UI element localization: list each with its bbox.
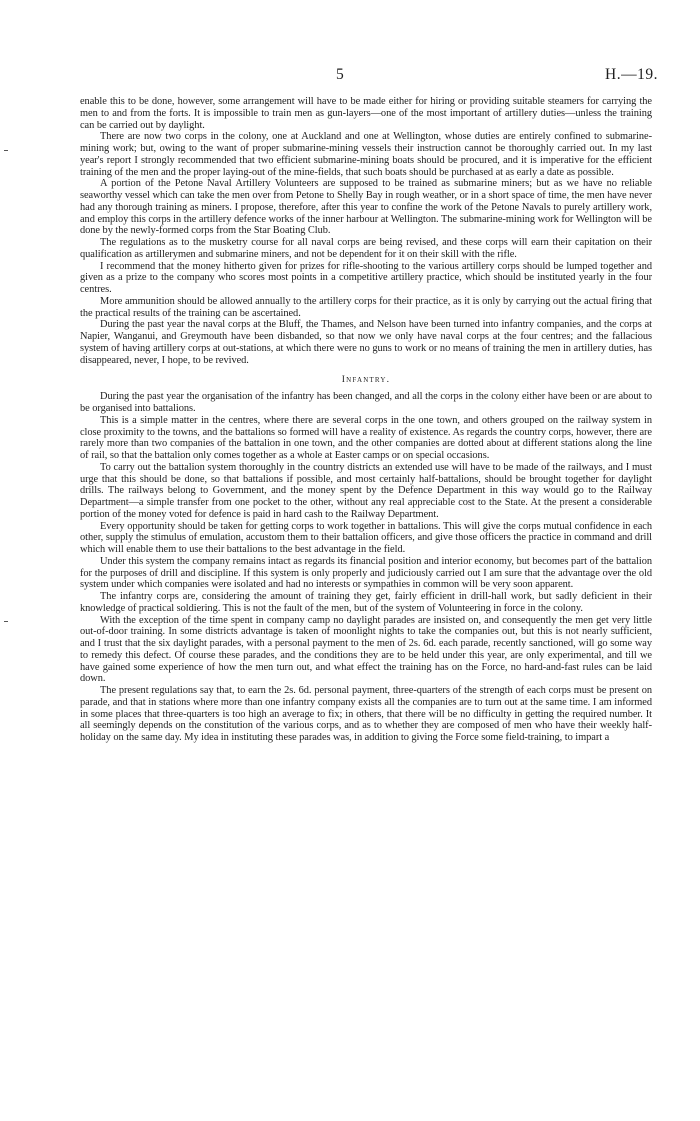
paragraph: During the past year the naval corps at the Bluff, the Thames, and Nelson have been turned into infantry companies, and the corps at Napier, Wanganui, and Greymouth have been disbanded, so that now we only have naval corps at the four centres; and the fallacious system of having artillery corps at out-stations, at which there were no guns to work or no means of training the men in artillery duties, has disappeared, never, I hope, to be revived. (80, 319, 652, 366)
paragraph: The present regulations say that, to earn the 2s. 6d. personal payment, three-quarters of the strength of each corps must be present on parade, and that in stations where more than one infantry company exists all the companies are to turn out at the same time. I am informed in some places that three-quarters is too high an average to fix; in others, that there will be no difficulty in getting the required number. It all seemingly depends on the constitution of the various corps, and as to whether they are composed of men who have their weekly half-holiday on the same day. My idea in instituting these parades was, in addition to giving the Force some field-training, to impart a (80, 685, 652, 743)
document-reference: H.—19. (605, 66, 658, 83)
paragraph: Under this system the company remains intact as regards its financial position and interior economy, but becomes part of the battalion for the purposes of drill and discipline. If this system is only properly and judiciously carried out I am sure that the advantage over the old system under which companies were isolated and had no interests or sympathies in common will be very soon apparent. (80, 555, 652, 591)
document-body (80, 96, 652, 744)
paragraph: The infantry corps are, considering the amount of training they get, fairly efficient in drill-hall work, but sadly deficient in their knowledge of practical soldiering. This is not the fault of the men, but of the system of Volunteering in force in the colony. (80, 591, 652, 614)
paragraph: More ammunition should be allowed annually to the artillery corps for their practice, as it is only by carrying out the actual firing that the practical results of the training can be ascertained. (80, 295, 652, 319)
section-heading-infantry: Infantry. (341, 374, 391, 386)
margin-mark (4, 150, 8, 151)
paragraph: During the past year the organisation of the infantry has been changed, and all the corps in the colony either have been or are about to be organised into battalions. (80, 391, 652, 414)
page-header (0, 66, 700, 86)
paragraph: There are now two corps in the colony, one at Auckland and one at Wellington, whose duties are entirely confined to submarine-mining work; but, owing to the want of proper submarine-mining vessels their instruction cannot be thoroughly carried out. In my last year's report I strongly recommended that two efficient submarine-mining boats should be procured, and it is imperative for the efficient training of the men and the proper laying-out of the mine-fields, that such boats should be purchased at as early a date as possible. (80, 131, 652, 178)
paragraph: I recommend that the money hitherto given for prizes for rifle-shooting to the various artillery corps should be lumped together and given as a prize to the company who scores most points in a competitive artillery practice, which should be instituted yearly in the four centres. (80, 260, 652, 295)
paragraph: The regulations as to the musketry course for all naval corps are being revised, and these corps will earn their capitation on their qualification as artillerymen and submarine miners, and not be dependent for it on their skill with the rifle. (80, 237, 652, 260)
page-number: 5 (336, 66, 344, 83)
paragraph: This is a simple matter in the centres, where there are several corps in the one town, and others grouped on the railway system in close proximity to the towns, and the battalions so formed will have a reality of existence. As regards the country corps, however, there are rarely more than two companies of the battalion in one town, and the other companies are dotted about at different stations along the line of rail, so that the battalion only comes together as a whole at Easter camps or on special occasions. (80, 414, 652, 461)
paragraph: enable this to be done, however, some arrangement will have to be made either for hiring or providing suitable steamers for carrying the men to and from the forts. It is impossible to train men as gun-layers—one of the most important of artillery duties—unless the training can be carried out by daylight. (80, 96, 652, 131)
margin-mark (4, 621, 8, 622)
paragraph: Every opportunity should be taken for getting corps to work together in battalions. This will give the corps mutual confidence in each other, supply the stimulus of emulation, accustom them to their battalion officers, and give those officers the practice in command and drill which will enable them to use their battalions to the best advantage in the field. (80, 520, 652, 555)
paragraph: With the exception of the time spent in company camp no daylight parades are insisted on, and consequently the men get very little out-of-door training. In some districts advantage is taken of moonlight nights to take the companies out, but this is not nearly sufficient, and I trust that the six daylight parades, with a personal payment to the men of 2s. 6d. each parade, recently sanctioned, will go some way to remedy this defect. Of course these parades, and the conditions they are to be held under this year, are only experimental, and till we have gained some experience of how the men turn out, and what effect the training has on the Force, no hard-and-fast rules can be laid down. (80, 614, 652, 685)
paragraph: A portion of the Petone Naval Artillery Volunteers are supposed to be trained as submarine miners; but as we have no reliable seaworthy vessel which can take the men over from Petone to Shelly Bay in rough weather, or in a short space of time, the men have never had any thorough training as miners. I propose, therefore, after this year to confine the work of the Petone Navals to purely artillery work, and employ this corps in the artillery defence works of the inner harbour at Wellington. The submarine-mining work for Wellington will be done by the newly-formed corps from the Star Boating Club. (80, 178, 652, 237)
paragraph: To carry out the battalion system thoroughly in the country districts an extended use will have to be made of the railways, and I must urge that this should be done, so that battalions if possible, and most certainly half-battalions, should be brought together for daylight drills. The railways belong to Government, and the money spent by the Defence Department in this way would go to the Railway Department—a simple transfer from one pocket to the other, without any real appreciable cost to the State. At the present a considerable portion of the money voted for defence is paid in hard cash to the Railway Department. (80, 461, 652, 520)
